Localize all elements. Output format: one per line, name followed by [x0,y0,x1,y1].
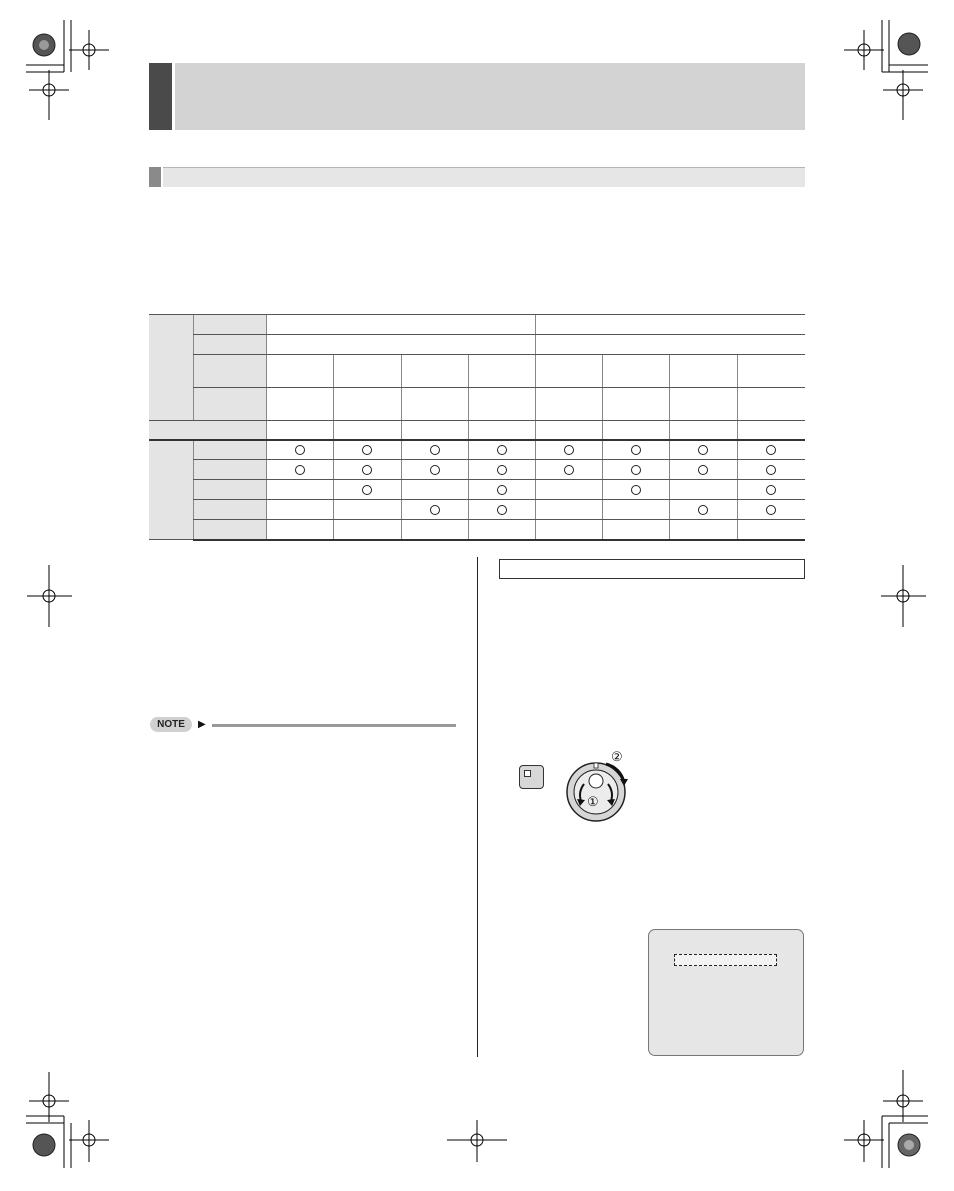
table-cell [535,520,602,540]
header-cell [669,355,737,388]
table-row [149,480,805,500]
header-span-cell [266,315,535,335]
note-badge: NOTE [150,717,192,732]
header-cell [669,388,737,421]
header-cell [266,388,333,421]
supported-mark-icon [430,445,440,455]
row-header-cell [193,500,266,520]
table-mark-rows [149,440,805,540]
table-row [149,500,805,520]
monitor-screen-panel [648,929,804,1056]
table-cell [401,460,468,480]
header-cell [737,355,805,388]
table-cell [737,440,805,460]
table-cell [737,460,805,480]
table-cell [468,480,535,500]
table-cell [468,500,535,520]
jog-dial-drawing [562,748,642,824]
group-header-cell [149,440,193,540]
section-marker [149,167,161,187]
table-cell [333,520,401,540]
supported-mark-icon [430,505,440,515]
table-row [149,460,805,480]
supported-mark-icon [766,505,776,515]
note-arrow-icon: ▶ [198,719,206,730]
supported-mark-icon [631,445,641,455]
header-cell [468,355,535,388]
row-header-cell [193,520,266,540]
table-cell [401,480,468,500]
table-cell [266,460,333,480]
supported-mark-icon [766,485,776,495]
table-cell [535,460,602,480]
table-cell [669,440,737,460]
table-cell [333,421,401,440]
row-header-cell [193,388,266,421]
specification-table [149,314,805,541]
table-cell [468,421,535,440]
supported-mark-icon [631,485,641,495]
table-row [149,520,805,540]
table-cell [602,520,669,540]
table-cell [669,520,737,540]
header-cell [535,355,602,388]
subsection-heading-box [499,559,805,579]
supported-mark-icon [564,445,574,455]
table-cell [333,440,401,460]
header-cell [468,388,535,421]
row-header-cell [193,480,266,500]
dial-step-2-label: ② [611,749,623,764]
table-cell [468,520,535,540]
supported-mark-icon [497,445,507,455]
table-cell [266,440,333,460]
chapter-title-banner [175,63,805,130]
supported-mark-icon [497,485,507,495]
header-cell [535,388,602,421]
table-cell [535,440,602,460]
supported-mark-icon [362,445,372,455]
table-cell [602,440,669,460]
supported-mark-icon [362,485,372,495]
chapter-tab [149,63,172,130]
selection-cursor-box [674,954,777,966]
table-cell [266,500,333,520]
group-header-cell [149,315,193,421]
table-row [149,440,805,460]
table-cell [266,520,333,540]
table-cell [401,500,468,520]
jog-dial-icon [562,748,642,824]
dial-step-1-label: ① [587,794,599,809]
table-cell [468,460,535,480]
supported-mark-icon [698,505,708,515]
supported-mark-icon [497,505,507,515]
header-cell [333,388,401,421]
table-cell [602,480,669,500]
header-cell [266,355,333,388]
supported-mark-icon [698,465,708,475]
column-divider [477,557,478,1057]
table-cell [333,460,401,480]
row-header-cell [193,335,266,355]
table-cell [669,480,737,500]
header-cell [737,388,805,421]
row-header-cell [193,440,266,460]
supported-mark-icon [497,465,507,475]
table-cell [602,500,669,520]
header-span-cell [535,335,805,355]
table-cell [602,421,669,440]
supported-mark-icon [766,465,776,475]
table-cell [535,500,602,520]
note-rule [212,724,456,727]
supported-mark-icon [295,445,305,455]
table-cell [737,520,805,540]
menu-button-icon [519,765,544,789]
table-cell [401,520,468,540]
supported-mark-icon [698,445,708,455]
row-header-cell [193,460,266,480]
table-cell [737,480,805,500]
row-header-cell [193,355,266,388]
row-header-cell [193,315,266,335]
table-cell [669,460,737,480]
table-cell [468,440,535,460]
row-header-cell [149,421,266,440]
supported-mark-icon [564,465,574,475]
supported-mark-icon [362,465,372,475]
supported-mark-icon [295,465,305,475]
header-cell [401,355,468,388]
supported-mark-icon [430,465,440,475]
table-cell [737,500,805,520]
table-cell [266,480,333,500]
supported-mark-icon [766,445,776,455]
section-heading-bar [163,167,805,187]
table-cell [669,421,737,440]
table-cell [602,460,669,480]
table-cell [535,421,602,440]
table-cell [737,421,805,440]
table-cell [669,500,737,520]
table-cell [266,421,333,440]
table-cell [535,480,602,500]
supported-mark-icon [631,465,641,475]
header-cell [401,388,468,421]
header-cell [333,355,401,388]
table-cell [333,480,401,500]
header-span-cell [266,335,535,355]
table-cell [401,440,468,460]
table-cell [401,421,468,440]
header-cell [602,388,669,421]
header-cell [602,355,669,388]
header-span-cell [535,315,805,335]
table-cell [333,500,401,520]
